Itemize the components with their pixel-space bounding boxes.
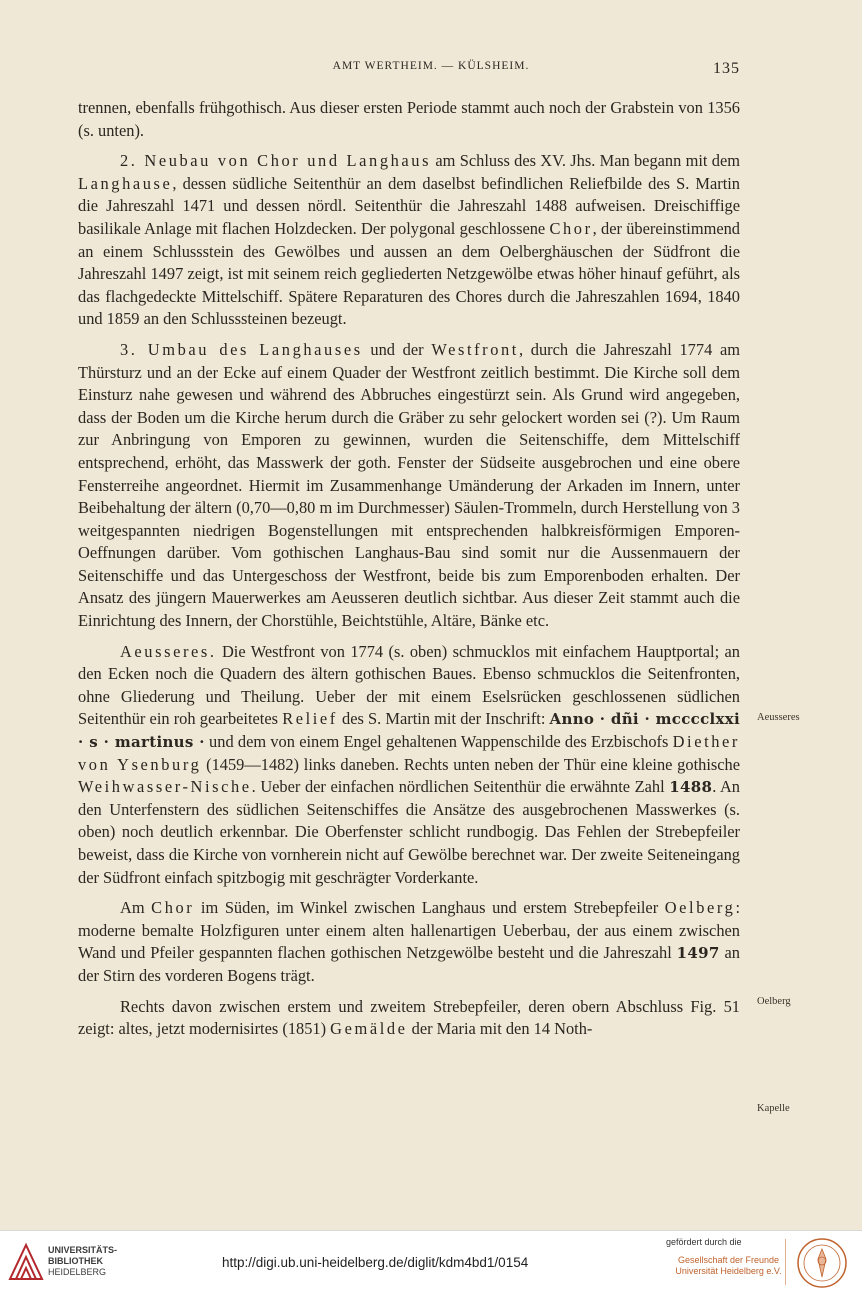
university-seal-icon [796, 1237, 848, 1289]
paragraph-intro: trennen, ebenfalls frühgothisch. Aus dieser ersten Periode stammt auch noch der Grabstein von 1356 (s. unten). [78, 98, 740, 140]
running-head: AMT WERTHEIM. — KÜLSHEIM. [332, 60, 530, 72]
blackletter-inscription: Anno · dñi · mcccclxxi · s · martinus · [78, 710, 740, 752]
section-heading-aeusseres: Aeusseres. [120, 641, 217, 661]
margin-note-oelberg: Oelberg [757, 996, 791, 1007]
body-text [78, 97, 740, 1049]
margin-note-aeusseres: Aeusseres [757, 712, 800, 723]
paragraph-oelberg: Am Chor im Süden, im Winkel zwischen Langhaus und erstem Strebepfeiler Oelberg: moderne bemalte Holzfiguren unter einem alten hallenartigen Ueberbau, der aus einem zwischen Wand und Pfeiler gespannten flachen gothischen Netzgewölbe besteht und die Jahreszahl 1497 an der Stirn des vorderen Bogens trägt. [78, 898, 740, 985]
paragraph-neubau: 2. Neubau von Chor und Langhaus am Schluss des XV. Jhs. Man begann mit dem Langhause, dessen südliche Seitenthür an dem daselbst befindlichen Reliefbilde des S. Martin die Jahreszahl 1471 und dessen nördl. Seitenthür die Jahreszahl 1488 aufweisen. Dreischiffige basilikale Anlage mit flachen Holzdecken. Der polygonal geschlossene Chor, der übereinstimmend an einem Schlussstein des Gewölbes und aussen an dem Oelberghäuschen der Südfront die Jahreszahl 1497 zeigt, ist mit seinem reich gegliederten Netzgewölbe etwas höher hinauf geführt, als das flachgedeckte Mittelschiff. Spätere Reparaturen des Chores durch die Jahreszahlen 1694, 1840 und 1859 an den Schlusssteinen bezeugt. [78, 151, 740, 329]
paragraph-aeusseres: Aeusseres. Die Westfront von 1774 (s. oben) schmucklos mit einfachem Hauptportal; an den Ecken noch die Quadern des ältern gothischen Baues. Ebenso schmucklos die Seitenfronten, ohne Gliederung und Theilung. Ueber der mit einem Eselsrücken geschlossenen südlichen Seitenthür ein roh gearbeitetes Relief des S. Martin mit der Inschrift: Anno · dñi · mcccclxxi · s · martinus · und dem von einem Engel gehaltenen Wappenschilde des Erzbischofs Diether von Ysenburg (1459—1482) links daneben. Rechts unten neben der Thür eine kleine gothische Weihwasser-Nische. Ueber der einfachen nördlichen Seitenthür die erwähnte Zahl 1488. An den Unterfenstern des südlichen Seitenschiffes die Ansätze des ausgebrochenen Masswerkes (s. oben) noch deutlich erkennbar. Die Oberfenster schlicht rundbogig. Das Fehlen der Strebepfeiler beweist, dass die Kirche von vornherein nicht auf Gewölbe berechnet war. Der zweite Seiteneingang der Südfront einfach spitzbogig mit geschrägter Vorderkante. [78, 641, 740, 887]
library-logo-icon [8, 1241, 44, 1281]
section-heading-umbau: 3. Umbau des Langhauses [120, 339, 363, 359]
funded-by-label: gefördert durch die [666, 1237, 742, 1247]
paragraph-kapelle: Rechts davon zwischen erstem und zweitem Strebepfeiler, deren obern Abschluss Fig. 51 zeigt: altes, jetzt modernisirtes (1851) Gemälde der Maria mit den 14 Noth- [78, 996, 740, 1039]
society-name: Gesellschaft der Freunde Universität Heidelberg e.V. [675, 1255, 782, 1276]
margin-note-kapelle: Kapelle [757, 1103, 790, 1114]
footer-divider [785, 1239, 786, 1285]
glyph-date-1497: 1497 [676, 944, 720, 963]
permalink-url[interactable]: http://digi.ub.uni-heidelberg.de/diglit/kdm4bd1/0154 [222, 1255, 529, 1270]
page-number: 135 [713, 60, 740, 77]
viewer-footer [0, 1230, 862, 1294]
paragraph-umbau: 3. Umbau des Langhauses und der Westfront, durch die Jahreszahl 1774 am Thürsturz und an der Ecke auf einem Quader der Westfront zeitlich bestimmt. Die Kirche soll dem Einsturz nahe gewesen und während des Abbruches eingestürzt sein. Als Grund wird angegeben, dass der Boden um die Kirche herum durch die Gräber zu sehr gelockert worden sei (?). Um Raum zur Anbringung von Emporen zu gewinnen, wurden die Seitenschiffe, dem Mittelschiff entsprechend, erhöht, das Masswerk der goth. Fenster der Südseite ausgebrochen und eine obere Fensterreihe angeordnet. Hiermit im Zusammenhange Umänderung der Arkaden im Innern, unter Beibehaltung der ältern (0,70—0,80 m im Durchmesser) Säulen-Trommeln, durch Herstellung von 3 weitgespannten niedrigen Bogenstellungen mit entsprechenden halbkreisförmigen Emporen-Oeffnungen darüber. Vom gothischen Langhaus-Bau sind somit nur die Aussenmauern der Seitenschiffe und das Untergeschoss der Westfront, beide bis zum Emporenboden erhalten. Der Ansatz des jüngern Mauerwerkes am Aeusseren deutlich sichtbar. Aus dieser Zeit stammt auch die Einrichtung des Innern, der Chorstühle, Beichtstühle, Altäre, Bänke etc. [78, 339, 740, 631]
glyph-date-1488: 1488 [669, 778, 713, 797]
library-name: UNIVERSITÄTS- BIBLIOTHEK HEIDELBERG [48, 1245, 118, 1277]
section-heading-neubau: 2. Neubau von Chor und Langhaus [120, 151, 432, 171]
